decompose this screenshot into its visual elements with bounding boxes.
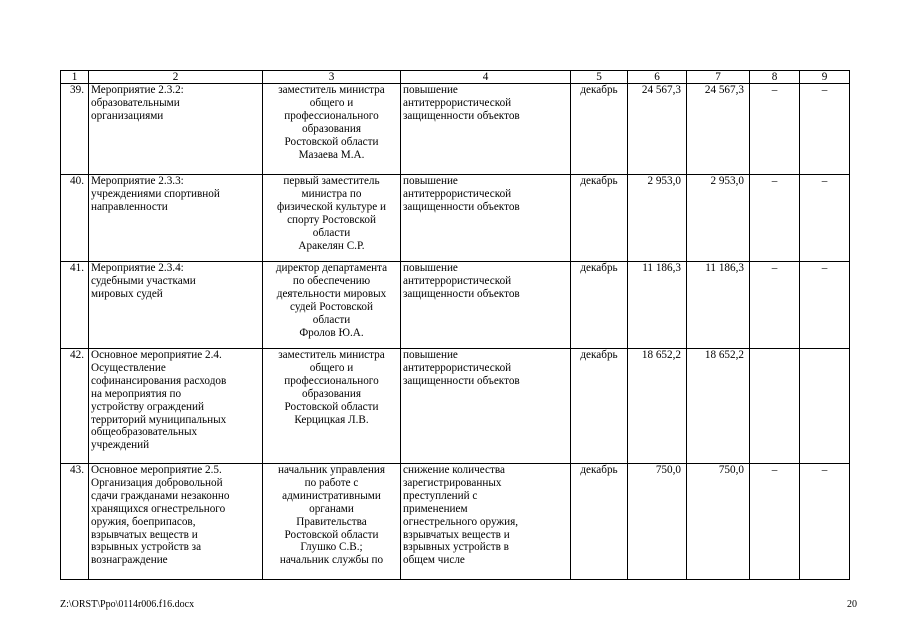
value-col9: – <box>800 175 850 262</box>
column-header: 1 <box>61 71 89 84</box>
expected-result: повышение антитеррористической защищенности объектов <box>401 262 571 349</box>
value-col6: 24 567,3 <box>628 84 687 175</box>
column-header: 8 <box>750 71 800 84</box>
row-number: 39. <box>61 84 89 175</box>
responsible-person: заместитель министра общего и профессионального образования Ростовской области Мазаева М.А. <box>263 84 401 175</box>
column-header: 3 <box>263 71 401 84</box>
value-col9 <box>800 349 850 464</box>
table-row <box>61 84 850 175</box>
expected-result: повышение антитеррористической защищенности объектов <box>401 349 571 464</box>
row-number: 41. <box>61 262 89 349</box>
value-col6: 18 652,2 <box>628 349 687 464</box>
value-col9: – <box>800 464 850 580</box>
column-header: 5 <box>571 71 628 84</box>
value-col7: 11 186,3 <box>687 262 750 349</box>
value-col7: 750,0 <box>687 464 750 580</box>
expected-result: повышение антитеррористической защищенности объектов <box>401 84 571 175</box>
row-number: 40. <box>61 175 89 262</box>
event-name: Мероприятие 2.3.4: судебными участками мировых судей <box>89 262 263 349</box>
value-col8 <box>750 349 800 464</box>
footer-file-path: Z:\ORST\Ppo\0114r006.f16.docx <box>60 599 195 610</box>
column-header: 9 <box>800 71 850 84</box>
deadline: декабрь <box>571 175 628 262</box>
value-col9: – <box>800 262 850 349</box>
column-header: 2 <box>89 71 263 84</box>
table-row <box>61 262 850 349</box>
deadline: декабрь <box>571 262 628 349</box>
value-col6: 750,0 <box>628 464 687 580</box>
value-col9: – <box>800 84 850 175</box>
row-number: 42. <box>61 349 89 464</box>
deadline: декабрь <box>571 349 628 464</box>
event-name: Мероприятие 2.3.3: учреждениями спортивной направленности <box>89 175 263 262</box>
value-col6: 2 953,0 <box>628 175 687 262</box>
event-name: Основное мероприятие 2.5. Организация добровольной сдачи гражданами незаконно хранящихся огнестрельного оружия, боеприпасов, взрывчатых веществ и взрывных устройств за вознаграждение <box>89 464 263 580</box>
expected-result: повышение антитеррористической защищенности объектов <box>401 175 571 262</box>
row-number: 43. <box>61 464 89 580</box>
value-col7: 18 652,2 <box>687 349 750 464</box>
value-col7: 24 567,3 <box>687 84 750 175</box>
column-header: 6 <box>628 71 687 84</box>
responsible-person: директор департамента по обеспечению деятельности мировых судей Ростовской области Фролов Ю.А. <box>263 262 401 349</box>
table-row <box>61 175 850 262</box>
deadline: декабрь <box>571 464 628 580</box>
event-name: Основное мероприятие 2.4. Осуществление софинансирования расходов на мероприятия по устройству ограждений территорий муниципальных общеобразовательных учреждений <box>89 349 263 464</box>
value-col8: – <box>750 175 800 262</box>
value-col8: – <box>750 262 800 349</box>
expected-result: снижение количества зарегистрированных преступлений с применением огнестрельного оружия, взрывчатых веществ и взрывных устройств в общем числе <box>401 464 571 580</box>
event-name: Мероприятие 2.3.2: образовательными организациями <box>89 84 263 175</box>
deadline: декабрь <box>571 84 628 175</box>
column-header: 7 <box>687 71 750 84</box>
table-row <box>61 464 850 580</box>
value-col8: – <box>750 464 800 580</box>
program-table <box>60 70 850 580</box>
table-row <box>61 349 850 464</box>
value-col6: 11 186,3 <box>628 262 687 349</box>
responsible-person: заместитель министра общего и профессионального образования Ростовской области Керцицкая Л.В. <box>263 349 401 464</box>
column-header: 4 <box>401 71 571 84</box>
header-row <box>61 71 850 84</box>
page-number: 20 <box>847 599 857 610</box>
value-col8: – <box>750 84 800 175</box>
responsible-person: первый заместитель министра по физической культуре и спорту Ростовской области Аракелян С.Р. <box>263 175 401 262</box>
responsible-person: начальник управления по работе с административными органами Правительства Ростовской области Глушко С.В.; начальник службы по <box>263 464 401 580</box>
value-col7: 2 953,0 <box>687 175 750 262</box>
